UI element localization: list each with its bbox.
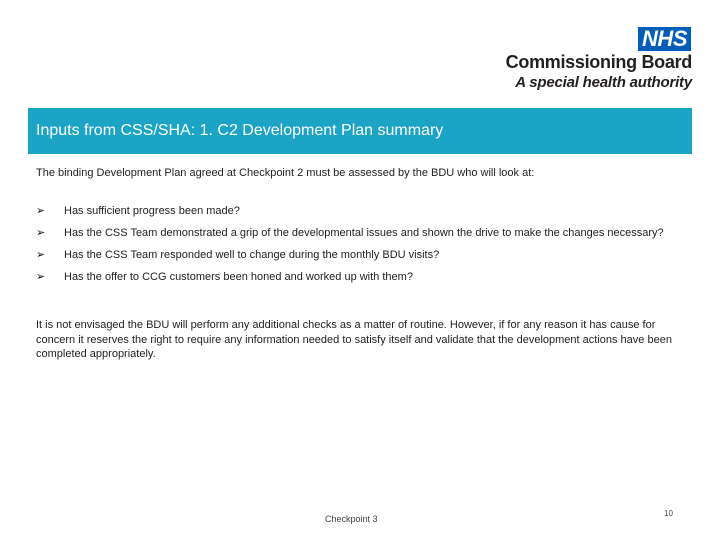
bullet-list <box>36 204 676 284</box>
arrow-bullet-icon: ➢ <box>36 249 46 261</box>
bullet-text: Has the CSS Team demonstrated a grip of the developmental issues and shown the drive to make the changes necessary? <box>64 227 664 239</box>
list-item <box>36 226 676 240</box>
list-item <box>36 270 676 284</box>
logo-title: Commissioning Board <box>505 52 692 72</box>
title-banner <box>28 108 692 154</box>
nhs-badge: NHS <box>638 27 691 51</box>
closing-paragraph: It is not envisaged the BDU will perform any additional checks as a matter of routine. However, if for any reason it has cause for concern it reserves the right to require any information needed to satisfy itself and validate that the development actions have been completed appropriately. <box>36 319 672 360</box>
footer-label: Checkpoint 3 <box>325 514 378 524</box>
slide-title: Inputs from CSS/SHA: 1. C2 Development Plan summary <box>36 122 444 139</box>
bullet-text: Has the CSS Team responded well to change during the monthly BDU visits? <box>64 249 440 261</box>
bullet-text: Has sufficient progress been made? <box>64 205 240 217</box>
list-item <box>36 204 676 218</box>
intro-paragraph: The binding Development Plan agreed at Checkpoint 2 must be assessed by the BDU who will look at: <box>36 167 535 179</box>
page-number: 10 <box>664 509 673 518</box>
arrow-bullet-icon: ➢ <box>36 205 46 217</box>
logo-subtitle: A special health authority <box>515 74 692 91</box>
nhs-logo <box>492 27 692 92</box>
list-item <box>36 248 676 262</box>
arrow-bullet-icon: ➢ <box>36 227 46 239</box>
bullet-text: Has the offer to CCG customers been honed and worked up with them? <box>64 271 413 283</box>
arrow-bullet-icon: ➢ <box>36 271 46 283</box>
